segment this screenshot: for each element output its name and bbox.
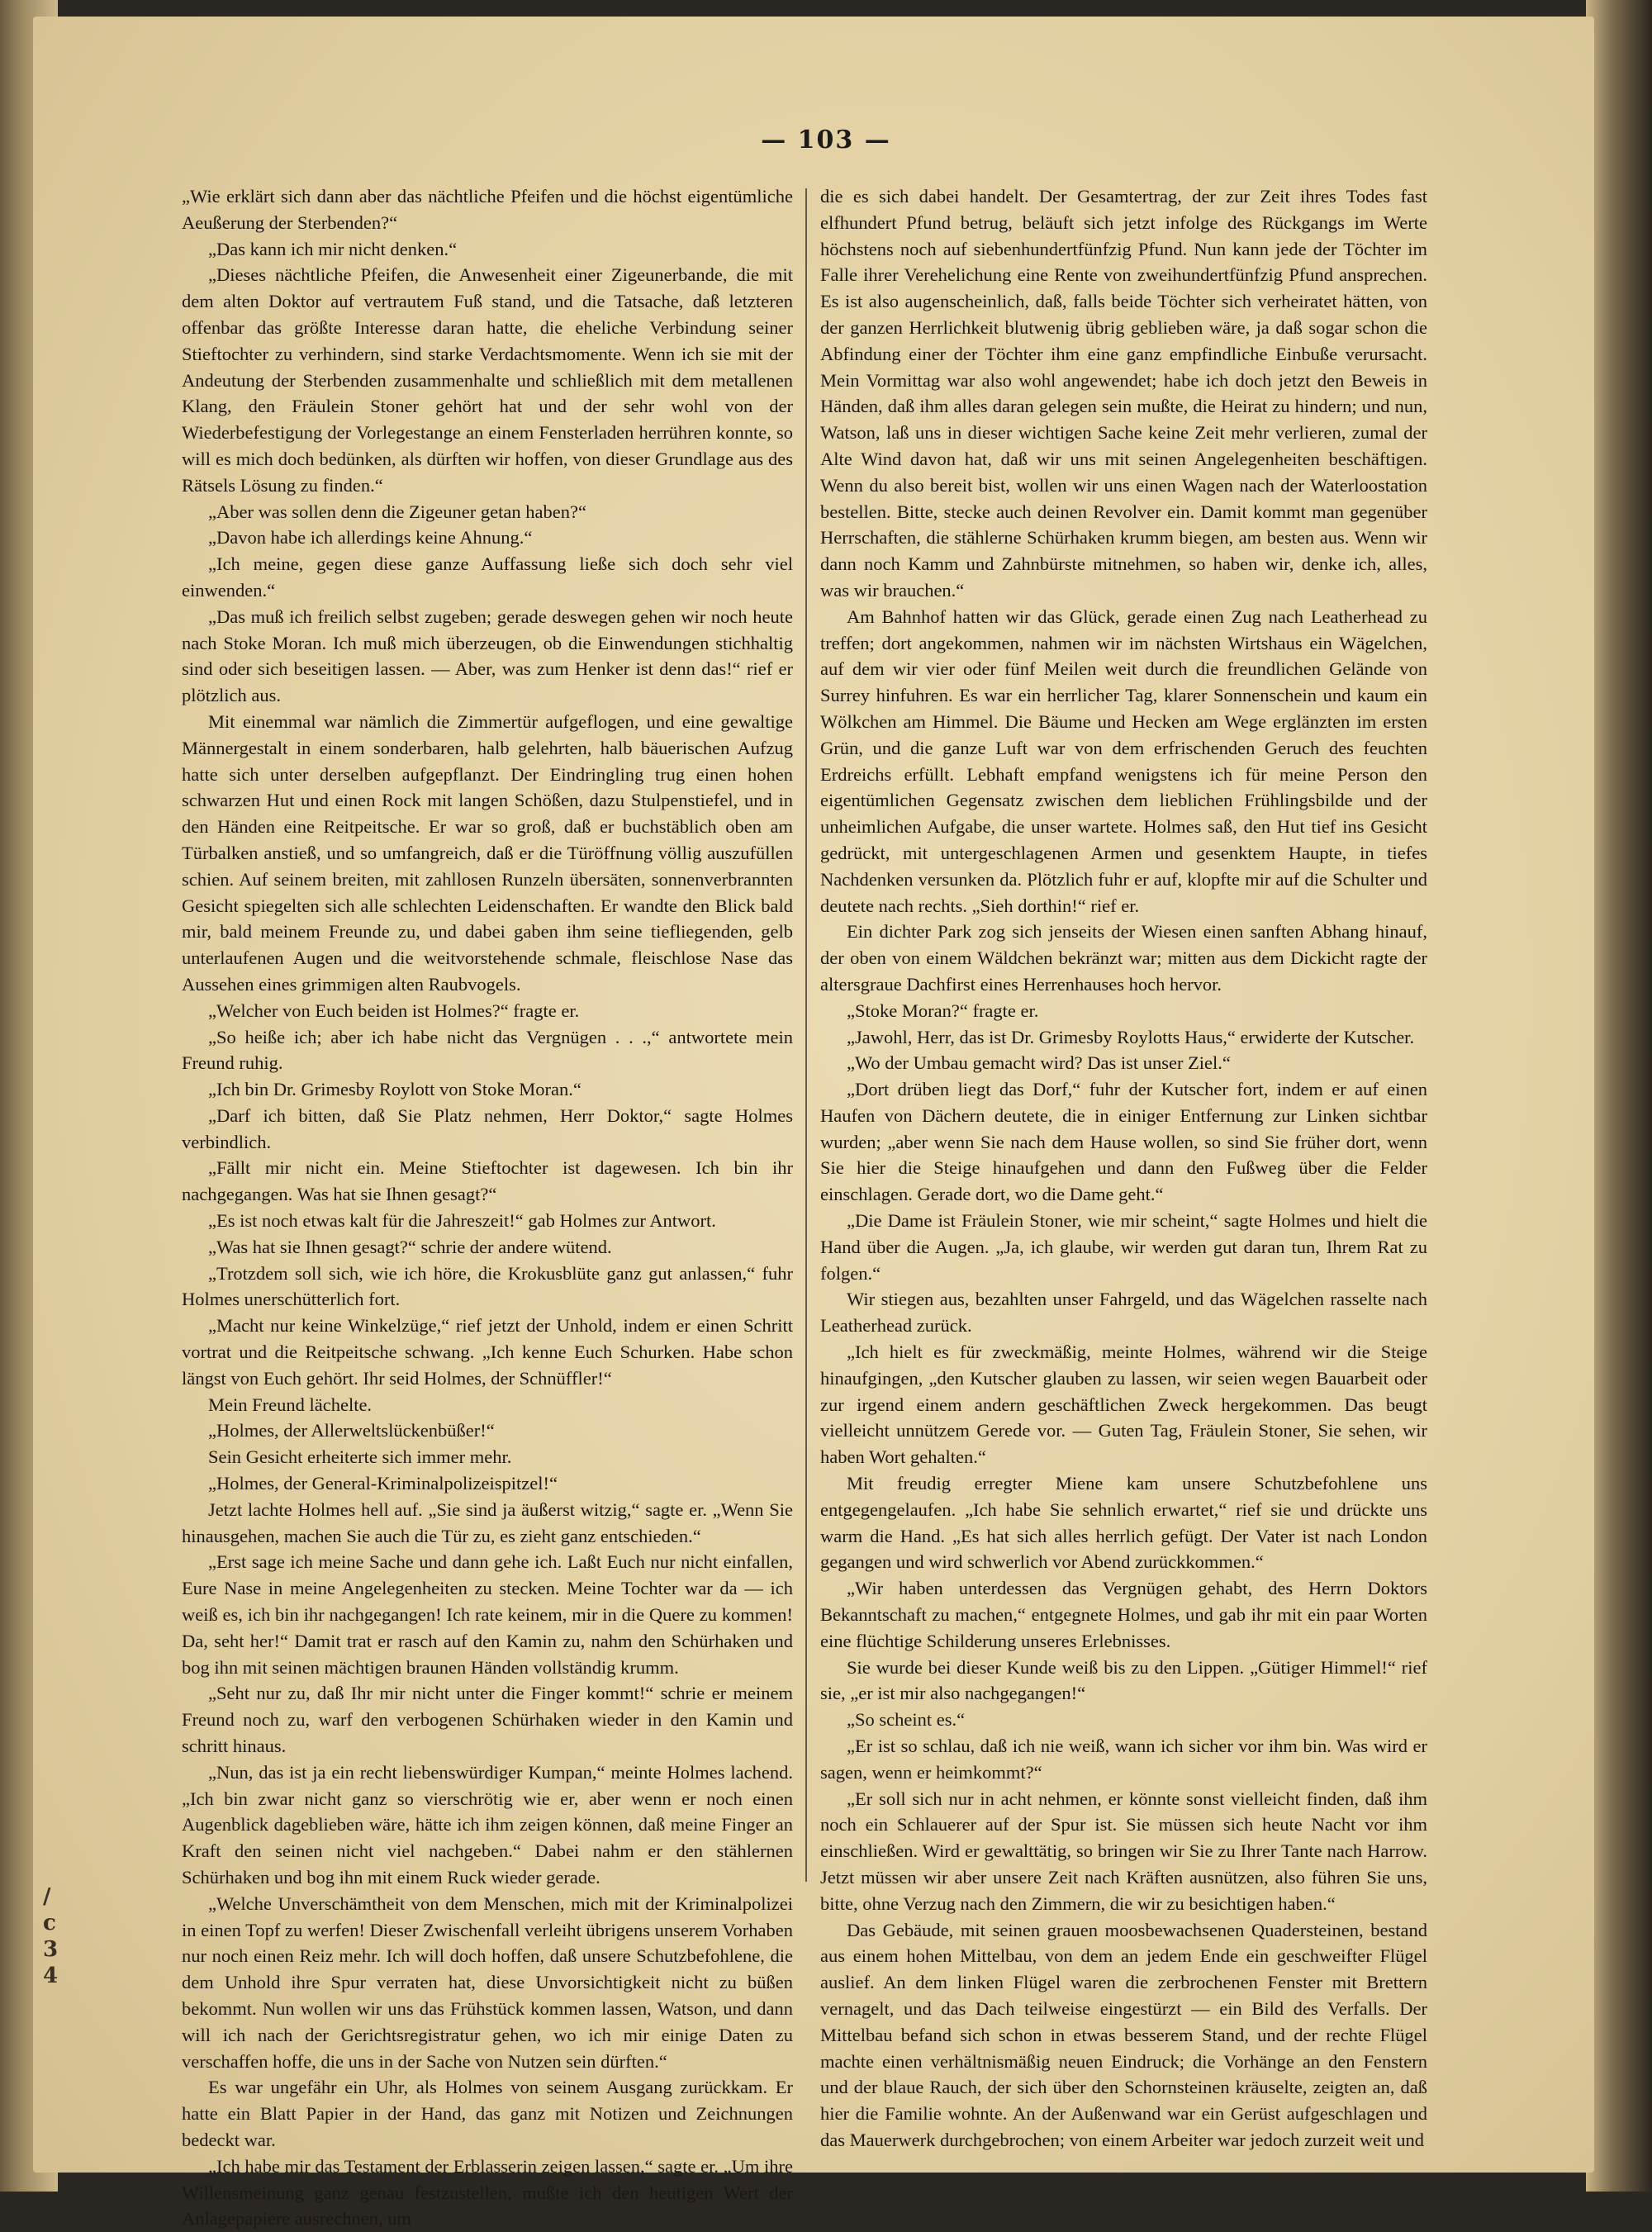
paragraph: „Er soll sich nur in acht nehmen, er könnte sonst vielleicht finden, daß ihm noch ein Schlauerer auf der Spur ist. Sie müssen sich heute Nacht vor ihm einschließen. Wird er gewalttätig, so bringen wir Sie zu Ihrer Tante nach Harrow. Jetzt müssen wir aber unsere Zeit nach Kräften ausnützen, also führen Sie uns, bitte, ohne Verzug nach den Zimmern, die wir zu besichtigen haben.“ (820, 1788, 1427, 1914)
paragraph: „Macht nur keine Winkelzüge,“ rief jetzt der Unhold, indem er einen Schritt vortrat und die Reitpeitsche schwang. „Ich kenne Euch Schurken. Habe schon längst von Euch gehört. Ihr seid Holmes, der Schnüffler!“ (182, 1315, 793, 1389)
paragraph: „Wo der Umbau gemacht wird? Das ist unser Ziel.“ (847, 1052, 1231, 1074)
paragraph: Am Bahnhof hatten wir das Glück, gerade einen Zug nach Leatherhead zu treffen; dort angekommen, nahmen wir im nächsten Wirtshaus ein Wägelchen, auf dem wir vier oder fünf Meilen weit durch die freundlichen Gelände von Surrey hinfuhren. Es war ein herrlicher Tag, klarer Sonnenschein und kaum ein Wölkchen am Himmel. Die Bäume und Hecken am Wege erglänzten im ersten Grün, und die ganze Luft war von dem erfrischenden Geruch des feuchten Erdreichs erfüllt. Lebhaft empfand wenigstens ich für meine Person den eigentümlichen Gegensatz zwischen dem lieblichen Frühlingsbilde und der unheimlichen Aufgabe, die unser wartete. Holmes saß, den Hut tief ins Gesicht gedrückt, mit untergeschlagenen Armen und gesenktem Haupte, in tiefes Nachdenken versunken da. Plötzlich fuhr er auf, klopfte mir auf die Schulter und deutete nach rechts. „Sieh dorthin!“ rief er. (820, 605, 1427, 916)
page-number: — 103 — (761, 126, 891, 154)
paragraph: „Es ist noch etwas kalt für die Jahreszeit!“ gab Holmes zur Antwort. (208, 1210, 716, 1232)
paragraph: „Jawohl, Herr, das ist Dr. Grimesby Roylotts Haus,“ erwiderte der Kutscher. (847, 1026, 1415, 1047)
margin-bleed-through (43, 1883, 68, 1989)
paragraph: Das Gebäude, mit seinen grauen moosbewachsenen Quadersteinen, bestand aus einem hohen Mittelbau, von dem an jedem Ende ein geschweifter Flügel auslief. An dem linken Flügel waren die zerbrochenen Fenster mit Brettern vernagelt, und das Dach teilweise eingestürzt — ein Bild des Verfalls. Der Mittelbau befand sich schon in etwas besserem Stand, und der rechte Flügel machte einen verhältnismäßig neuen Eindruck; die Vorhänge an den Fenstern und der blaue Rauch, der sich über den Schornsteinen kräuselte, zeigten an, daß hier die Familie wohnte. An der Außenwand war ein Gerüst aufgeschlagen und das Mauerwerk durchgebrochen; von einem Arbeiter war jedoch zurzeit weit und (820, 1919, 1427, 2150)
paragraph: Mit einemmal war nämlich die Zimmertür aufgeflogen, und eine gewaltige Männergestalt in einem sonderbaren, halb gelehrten, halb bäuerischen Aufzug hatte sich unter derselben aufgepflanzt. Der Eindringling trug einen hohen schwarzen Hut und einen Rock mit langen Schößen, dazu Stulpenstiefel, und in den Händen eine Reitpeitsche. Er war so groß, daß er buchstäblich oben am Türbalken anstieß, und so umfangreich, daß er die Türöffnung völlig auszufüllen schien. Auf seinem breiten, mit zahllosen Runzeln übersäten, sonnenverbrannten Gesicht spiegelten sich alle schlechten Leidenschaften. Er wandte den Blick bald mir, bald meinem Freunde zu, und dabei gaben ihm seine tiefliegenden, gelb unterlaufenen Augen und die weitvorstehende schmale, fleischlose Nase das Aussehen eines grimmigen alten Raubvogels. (182, 710, 793, 995)
paragraph: „Ich habe mir das Testament der Erblasserin zeigen lassen,“ sagte er. „Um ihre Willensmeinung ganz genau festzustellen, mußte ich den heutigen Wert der Anlagepapiere ausrechnen, um (182, 2155, 793, 2230)
paragraph: „Nun, das ist ja ein recht liebenswürdiger Kumpan,“ meinte Holmes lachend. „Ich bin zwar nicht ganz so vierschrötig wie er, aber wenn er noch einen Augenblick dageblieben wäre, hätte ich ihm zeigen können, daß meine Finger an Kraft den seinen nicht viel nachgeben.“ Dabei nahm er den stählernen Schürhaken und bog ihn mit einem Ruck wieder gerade. (182, 1761, 793, 1888)
paragraph: die es sich dabei handelt. Der Gesamtertrag, der zur Zeit ihres Todes fast elfhundert Pfund betrug, beläuft sich jetzt infolge des Rückgangs im Werte höchstens noch auf siebenhundertfünfzig Pfund. Nun kann jede der Töchter im Falle ihrer Verehelichung eine Rente von zweihundertfünfzig Pfund ansprechen. Es ist also augenscheinlich, daß, falls beide Töchter sich verheiratet hätten, von der ganzen Herrlichkeit blutwenig übrig geblieben wäre, ja daß sogar schon die Abfindung einer der Töchter ihm eine ganz empfindliche Einbuße verursacht. Mein Vormittag war also wohl angewendet; habe ich doch jetzt den Beweis in Händen, daß ihm alles daran gelegen sein mußte, die Heirat zu hindern; und nun, Watson, laß uns in dieser wichtigen Sache keine Zeit mehr verlieren, zumal der Alte Wind davon hat, daß wir uns mit seinen Angelegenheiten beschäftigen. Wenn du also bereit bist, wollen wir uns einen Wagen nach der Waterloostation bestellen. Bitte, stecke auch deinen Revolver ein. Damit kommt man gegenüber Herrschaften, die stählerne Schürhaken krumm biegen, am besten aus. Wenn wir dann noch Kamm und Zahnbürste mitnehmen, so haben wir, denke ich, alles, was wir brauchen.“ (820, 186, 1427, 601)
margin-mark: 3 (43, 1937, 59, 1962)
margin-mark: c (43, 1911, 56, 1935)
paragraph: „Die Dame ist Fräulein Stoner, wie mir scheint,“ sagte Holmes und hielt die Hand über die Augen. „Ja, ich glaube, wir werden gut daran tun, Ihrem Rat zu folgen.“ (820, 1210, 1427, 1284)
paragraph: „Wir haben unterdessen das Vergnügen gehabt, des Herrn Doktors Bekanntschaft zu machen,“ entgegnete Holmes, und gab ihr mit ein paar Worten eine flüchtige Schilderung unseres Erlebnisses. (820, 1578, 1427, 1651)
paragraph: „Was hat sie Ihnen gesagt?“ schrie der andere wütend. (208, 1236, 612, 1257)
paragraph: Jetzt lachte Holmes hell auf. „Sie sind ja äußerst witzig,“ sagte er. „Wenn Sie hinausgehen, machen Sie auch die Tür zu, es zieht ganz entschieden.“ (182, 1498, 793, 1546)
paragraph: „So scheint es.“ (847, 1709, 966, 1731)
text-column-left (182, 183, 793, 2230)
paragraph: „Holmes, der Allerweltslückenbüßer!“ (208, 1420, 495, 1441)
paragraph: „Fällt mir nicht ein. Meine Stieftochter ist dagewesen. Ich bin ihr nachgegangen. Was hat sie Ihnen gesagt?“ (182, 1157, 793, 1205)
book-right-edge (1586, 0, 1652, 2192)
paragraph: „Er ist so schlau, daß ich nie weiß, wann ich sicher vor ihm bin. Was wird er sagen, wenn er heimkommt?“ (820, 1736, 1427, 1783)
paragraph: „Seht nur zu, daß Ihr mir nicht unter die Finger kommt!“ schrie er meinem Freund noch zu, warf den verbogenen Schürhaken wieder in den Kamin und schritt hinaus. (182, 1683, 793, 1757)
paragraph: „Welcher von Euch beiden ist Holmes?“ fragte er. (208, 1000, 580, 1021)
margin-mark: / (43, 1884, 51, 1909)
paragraph: „Holmes, der General-Kriminalpolizeispitzel!“ (208, 1473, 558, 1494)
paragraph: „Stoke Moran?“ fragte er. (847, 1000, 1039, 1021)
paragraph: „Dieses nächtliche Pfeifen, die Anwesenheit einer Zigeunerbande, die mit dem alten Doktor auf vertrautem Fuß stand, und die Tatsache, daß letzteren offenbar das größte Interesse daran hatte, die eheliche Verbindung seiner Stieftochter zu verhindern, sind starke Verdachtsmomente. Wenn ich sie mit der Andeutung der Sterbenden zusammenhalte und schließlich mit dem metallenen Klang, den Fräulein Stoner gehört hat und der sehr wohl von der Wiederbefestigung der Vorlegestange an einem Fensterladen herrühren konnte, so will es mich doch bedünken, als dürften wir hoffen, von dieser Grundlage aus des Rätsels Lösung zu finden.“ (182, 264, 793, 496)
paragraph: „Das muß ich freilich selbst zugeben; gerade deswegen gehen wir noch heute nach Stoke Moran. Ich muß mich überzeugen, ob die Einwendungen stichhaltig sind oder sich beseitigen lassen. — Aber, was zum Henker ist denn das!“ rief er plötzlich aus. (182, 605, 793, 706)
paragraph: „Aber was sollen denn die Zigeuner getan haben?“ (208, 501, 586, 522)
paragraph: Ein dichter Park zog sich jenseits der Wiesen einen sanften Abhang hinauf, der oben von einem Wäldchen bekränzt war; mitten aus dem Dickicht ragte der altersgraue Dachfirst eines Herrenhauses hoch hervor. (820, 921, 1427, 995)
column-divider (805, 188, 807, 1882)
paragraph: „Ich meine, gegen diese ganze Auffassung ließe sich doch sehr viel einwenden.“ (182, 553, 793, 601)
paragraph: „Wie erklärt sich dann aber das nächtliche Pfeifen und die höchst eigentümliche Aeußerung der Sterbenden?“ (182, 186, 793, 233)
paragraph: „Das kann ich mir nicht denken.“ (208, 238, 458, 259)
paragraph: „Dort drüben liegt das Dorf,“ fuhr der Kutscher fort, indem er auf einen Haufen von Dächern deutete, die in einiger Entfernung zur Linken sichtbar wurden; „aber wenn Sie nach dem Hause wollen, so sind Sie früher dort, wenn Sie hier die Steige hinaufgehen und dann den Fußweg über die Felder einschlagen. Gerade dort, wo die Dame geht.“ (820, 1079, 1427, 1205)
paragraph: „Trotzdem soll sich, wie ich höre, die Krokusblüte ganz gut anlassen,“ fuhr Holmes unerschütterlich fort. (182, 1262, 793, 1310)
paragraph: „Davon habe ich allerdings keine Ahnung.“ (208, 527, 533, 549)
margin-mark: 4 (43, 1964, 59, 1988)
paragraph: „Erst sage ich meine Sache und dann gehe ich. Laßt Euch nur nicht einfallen, Eure Nase in meine Angelegenheiten zu stecken. Meine Tochter war da — ich weiß es, ich bin ihr nachgegangen! Ich rate keinem, mir in die Quere zu kommen! Da, seht her!“ Damit trat er rasch auf den Kamin zu, nahm den Schürhaken und bog ihn mit seinen mächtigen braunen Händen vollständig krumm. (182, 1551, 793, 1678)
paragraph: „Ich bin Dr. Grimesby Roylott von Stoke Moran.“ (208, 1079, 582, 1100)
paragraph: Mit freudig erregter Miene kam unsere Schutzbefohlene uns entgegengelaufen. „Ich habe Sie sehnlich erwartet,“ rief sie und drückte uns warm die Hand. „Es hat sich alles herrlich gefügt. Der Vater ist nach London gegangen und wird schwerlich vor Abend zurückkommen.“ (820, 1473, 1427, 1573)
paragraph: „So heiße ich; aber ich habe nicht das Vergnügen . . .,“ antwortete mein Freund ruhig. (182, 1026, 793, 1074)
paragraph: „Ich hielt es für zweckmäßig, meinte Holmes, während wir die Steige hinaufgingen, „den Kutscher glauben zu lassen, wir seien wegen Bauarbeit oder zur irgend einem andern geschäftlichen Zweck hergekommen. Das beugt vielleicht unnützem Gerede vor. — Guten Tag, Fräulein Stoner, Sie sehen, wir haben Wort gehalten.“ (820, 1342, 1427, 1468)
text-column-right (820, 183, 1427, 2150)
paragraph: Wir stiegen aus, bezahlten unser Fahrgeld, und das Wägelchen rasselte nach Leatherhead zurück. (820, 1289, 1427, 1337)
paragraph: „Darf ich bitten, daß Sie Platz nehmen, Herr Doktor,“ sagte Holmes verbindlich. (182, 1104, 793, 1152)
paragraph: „Welche Unverschämtheit von dem Menschen, mich mit der Kriminalpolizei in einen Topf zu werfen! Dieser Zwischenfall verleiht übrigens unserem Vorhaben nur noch einen Reiz mehr. Ich will doch hoffen, daß unsere Schutzbefohlene, die dem Unhold ihre Spur verraten hat, diese Unvorsichtigkeit nicht zu büßen bekommt. Nun wollen wir uns das Frühstück kommen lassen, Watson, und dann will ich nach der Gerichtsregistratur gehen, wo ich mir einige Daten zu verschaffen hoffe, die uns in der Sache von Nutzen sein dürften.“ (182, 1892, 793, 2072)
paragraph: Sie wurde bei dieser Kunde weiß bis zu den Lippen. „Gütiger Himmel!“ rief sie, „er ist mir also nachgegangen!“ (820, 1656, 1427, 1704)
paragraph: Mein Freund lächelte. (208, 1394, 373, 1415)
paragraph: Es war ungefähr ein Uhr, als Holmes von seinem Ausgang zurückkam. Er hatte ein Blatt Papier in der Hand, das ganz mit Notizen und Zeichnungen bedeckt war. (182, 2077, 793, 2150)
paragraph: Sein Gesicht erheiterte sich immer mehr. (208, 1446, 512, 1468)
